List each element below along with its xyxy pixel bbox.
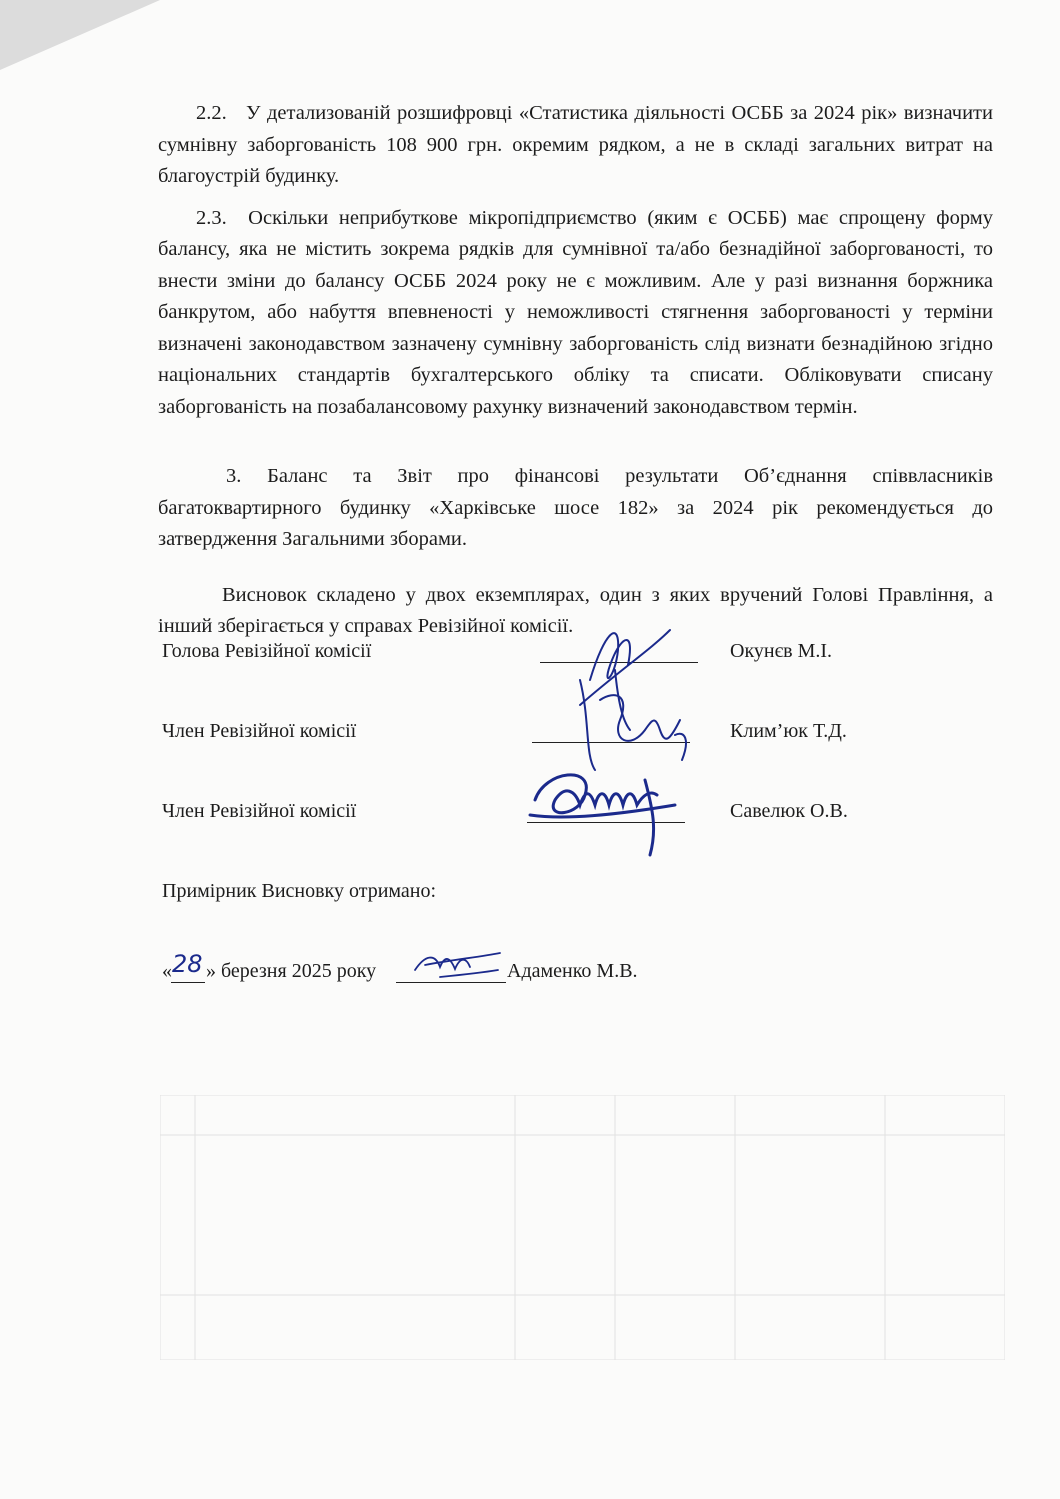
signature-name: Окунєв М.І. xyxy=(730,640,833,662)
signature-role: Член Ревізійної комісії xyxy=(162,720,357,742)
receipt-day: 28 xyxy=(172,950,203,978)
paragraph-2-2: 2.2. У детализованій розшифровці «Статистика діяльності ОСББ за 2024 рік» визначити сумнівну заборгованість 108 900 грн. окремим рядком, а не в складі загальних витрат на благоустрій будинку. xyxy=(158,102,993,187)
receipt-label: Примірник Висновку отримано: xyxy=(162,880,437,902)
signature-adamenko xyxy=(400,945,510,985)
paragraph-2-3: 2.3. Оскільки неприбуткове мікропідприємство (яким є ОСББ) має спрощену форму балансу, яка не містить зокрема рядків для сумнівної та/або безнадійної заборгованості, то внести зміни до балансу ОСББ 2024 року не є можливим. Але у разі визнання боржника банкрутом, або набуття впевненості у неможливості стягнення заборгованості у терміни визначені законодавством зазначену сумнівну заборгованість слід визнати безнадійною згідно національних стандартів бухгалтерського обліку та списати. Обліковувати списану заборгованість на позабалансовому рахунку визначений законодавством термін. xyxy=(158,206,993,418)
signature-name: Савелюк О.В. xyxy=(730,800,848,822)
folded-corner xyxy=(0,0,160,70)
conclusion-paragraph: Висновок складено у двох екземплярах, один з яких вручений Голові Правління, а інший зберігається у справах Ревізійної комісії. xyxy=(158,583,993,637)
bleed-through-table xyxy=(160,1095,1005,1360)
receipt-name: Адаменко М.В. xyxy=(507,960,638,982)
paragraph-3: 3. Баланс та Звіт про фінансові результати Об’єднання співвласників багатоквартирного будинку «Харківське шосе 182» за 2024 рік рекомендується до затвердження Загальними зборами. xyxy=(158,465,993,550)
receipt-date-rest: » березня 2025 року xyxy=(206,960,377,982)
document-body xyxy=(158,98,993,643)
day-underline xyxy=(171,982,205,983)
signature-role: Член Ревізійної комісії xyxy=(162,800,357,822)
signature-name: Клим’юк Т.Д. xyxy=(730,720,847,742)
receipt-open-quote: « xyxy=(162,960,172,982)
signature-role: Голова Ревізійної комісії xyxy=(162,640,372,662)
signature-saveliuk xyxy=(525,760,685,860)
